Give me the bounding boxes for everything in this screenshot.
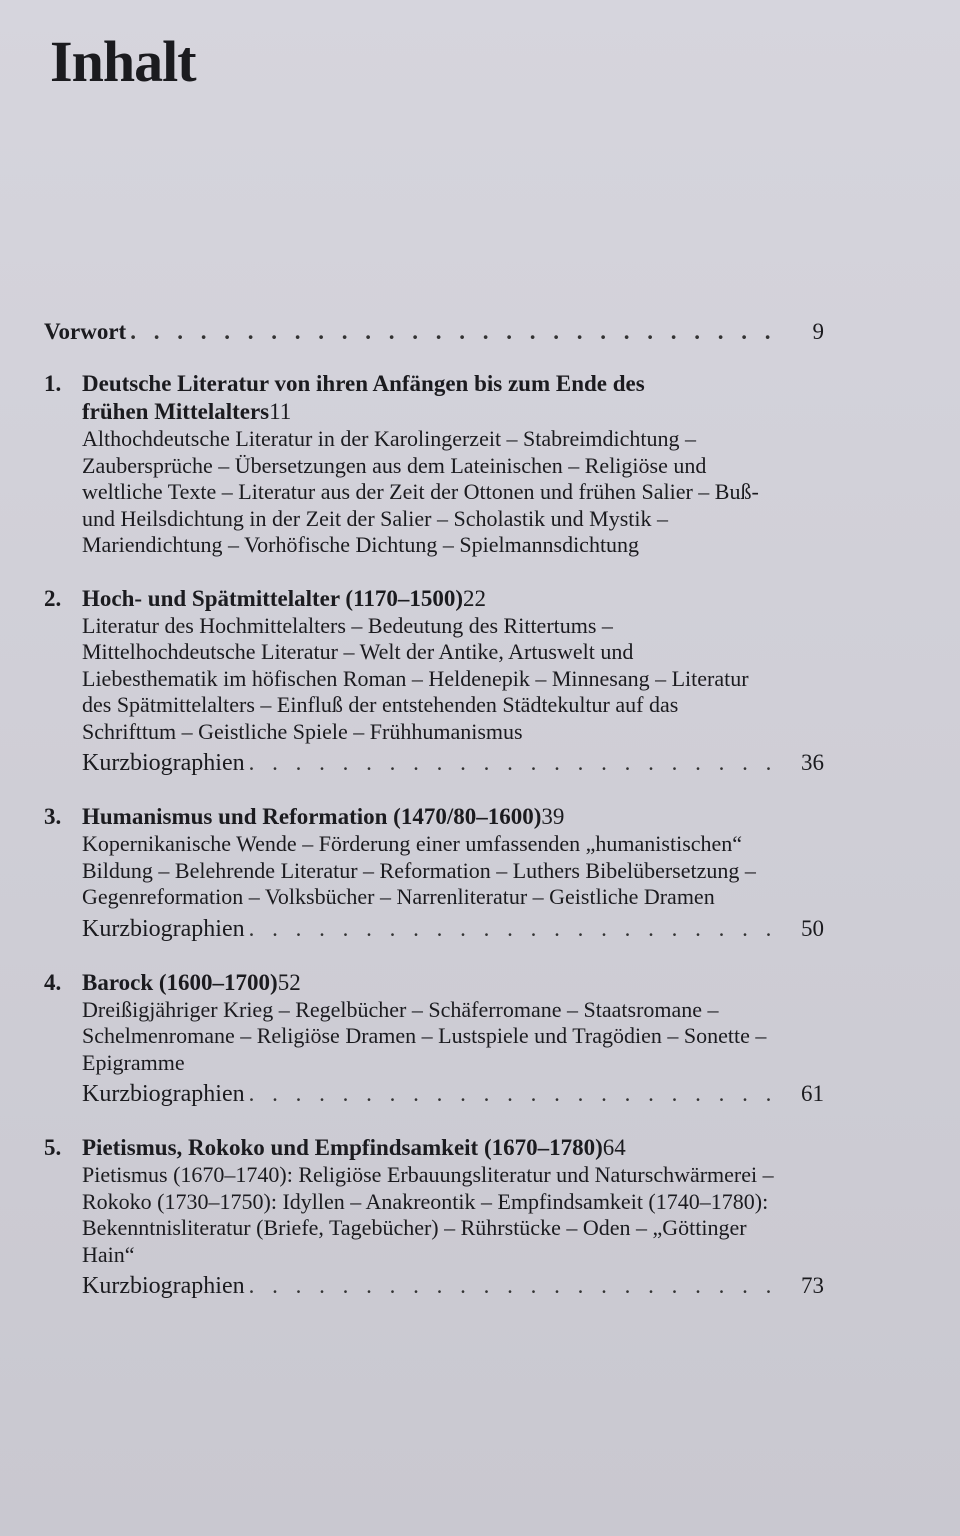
leader-dots [130, 318, 774, 346]
page-title: Inhalt [50, 29, 196, 94]
toc-chapter-1 [44, 370, 824, 559]
chapter-description: Kopernikanische Wende – Förderung einer umfassenden „humanistischen“ Bildung – Belehrende Literatur – Reformation – Luthers Bibelübersetzung – Gegenreformation – Volksbücher – Narrenliteratur – Geistliche Dramen [82, 831, 756, 909]
chapter-title: Barock (1600–1700) [82, 969, 278, 995]
chapter-page: 64 [602, 1135, 626, 1160]
chapter-heading [44, 1134, 824, 1162]
chapter-title-line1: Deutsche Literatur von ihren Anfängen bis zum Ende des [82, 371, 645, 396]
leader-dots [249, 1080, 774, 1108]
chapter-title: Hoch- und Spätmittelalter (1170–1500) [82, 585, 463, 611]
toc-entry-kurzbiographien [82, 749, 824, 777]
chapter-number: 3. [44, 804, 62, 829]
chapter-page: 22 [462, 585, 486, 611]
chapter-heading [44, 803, 824, 831]
bio-label: Kurzbiographien [82, 915, 245, 942]
toc-entry-vorwort [44, 318, 824, 346]
chapter-number: 2. [44, 585, 62, 611]
toc-chapter-3 [44, 803, 824, 943]
bio-label: Kurzbiographien [82, 1081, 245, 1107]
bio-page: 36 [801, 750, 824, 775]
toc-entry-kurzbiographien [82, 1272, 824, 1300]
chapter-page: 52 [277, 969, 301, 995]
chapter-description: Literatur des Hochmittelalters – Bedeutung des Rittertums – Mittelhochdeutsche Literatur – Welt der Antike, Artuswelt und Liebesthematik im höfischen Roman – Heldenepik – Minnesang – Literatur des Spätmittelalters – Einfluß der entstehenden Städtekultur auf das Schrifttum – Geistliche Spiele – Frühhumanismus [82, 612, 749, 744]
toc-chapter-4 [44, 969, 824, 1109]
bio-page: 73 [801, 1273, 824, 1298]
chapter-description: Althochdeutsche Literatur in der Karolingerzeit – Stabreimdichtung – Zaubersprüche – Übersetzungen aus dem Lateinischen – Religiöse und weltliche Texte – Literatur aus der Zeit der Ottonen und frühen Salier – Buß- und Heilsdichtung in der Zeit der Salier – Scholastik und Mystik – Mariendichtung – Vorhöfische Dichtung – Spielmannsdichtung [82, 426, 759, 557]
bio-label: Kurzbiographien [82, 750, 245, 776]
bio-page: 61 [801, 1081, 824, 1106]
leader-dots [249, 915, 774, 943]
chapter-number: 5. [44, 1135, 62, 1160]
chapter-heading [44, 969, 824, 997]
toc-entry-kurzbiographien [82, 915, 824, 943]
bio-label: Kurzbiographien [82, 1273, 245, 1299]
chapter-heading [44, 370, 824, 398]
vorwort-page: 9 [812, 319, 824, 344]
chapter-title: Humanismus und Reformation (1470/80–1600) [82, 804, 542, 829]
bio-page: 50 [801, 915, 824, 941]
vorwort-label: Vorwort [44, 319, 127, 344]
chapter-title: Pietismus, Rokoko und Empfindsamkeit (1670–1780) [82, 1135, 603, 1160]
chapter-description: Dreißigjähriger Krieg – Regelbücher – Schäferromane – Staatsromane – Schelmenromane – Religiöse Dramen – Lustspiele und Tragödien – Sonette – Epigramme [82, 996, 767, 1075]
chapter-heading [44, 585, 824, 613]
toc-entry-kurzbiographien [82, 1080, 824, 1108]
chapter-title-line2-row [82, 398, 824, 426]
chapter-page: 11 [269, 399, 292, 424]
chapter-number: 1. [44, 371, 62, 396]
toc-chapter-5 [44, 1134, 824, 1300]
chapter-title-line2: frühen Mittelalters [82, 399, 270, 424]
table-of-contents [44, 318, 824, 1326]
toc-chapter-2 [44, 585, 824, 778]
chapter-number: 4. [44, 969, 62, 995]
leader-dots [249, 749, 774, 777]
chapter-page: 39 [541, 804, 565, 829]
chapter-description: Pietismus (1670–1740): Religiöse Erbauungsliteratur und Naturschwärmerei – Rokoko (1730–1750): Idyllen – Anakreontik – Empfindsamkeit (1740–1780): Bekenntnisliteratur (Briefe, Tagebücher) – Rührstücke – Oden – „Göttinger Hain“ [82, 1162, 774, 1267]
leader-dots [249, 1272, 774, 1300]
